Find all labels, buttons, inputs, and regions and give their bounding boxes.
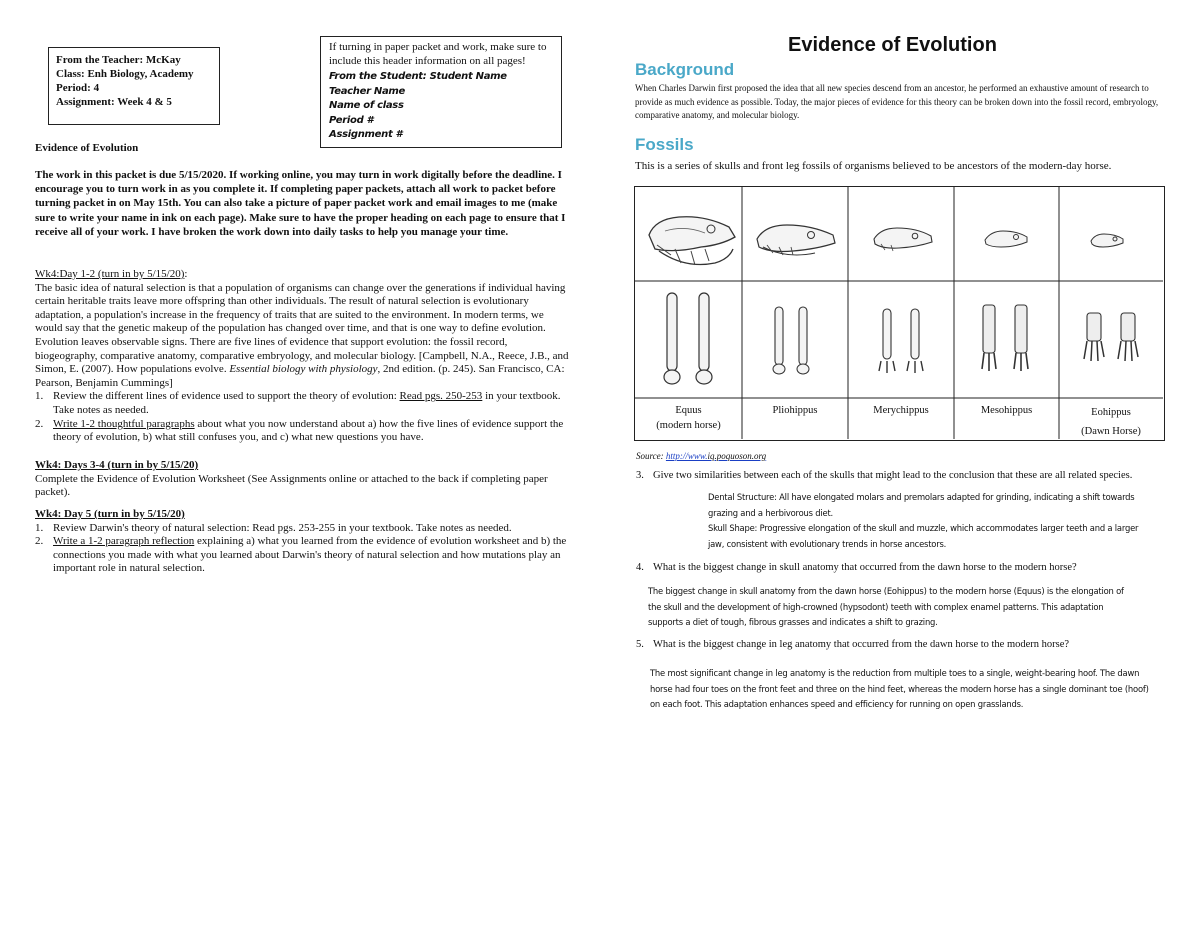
list-number: 1. [35,521,44,534]
background-heading: Background [635,60,735,79]
student-name-line: From the Student: Student Name [329,71,507,82]
question-number: 5. [636,639,644,650]
paragraph-assignment: Write 1-2 thoughtful paragraphs [53,417,195,430]
label-text: (modern horse) [656,420,721,431]
period-line: Period: 4 [56,82,100,94]
packet-intro: The work in this packet is due 5/15/2020. If working online, you may turn in work digitally before the deadline. I encourage you to turn work in as you complete it. If completing paper packets, attach all work to packet before turning packet in on May 15th. You can also take a picture of paper packet work and email images to me (make sure to write your name in ink on each page). Make sure to have the proper heading on each page to ensure that I receive all of your work. I have broken the work down into daily tasks to help you manage your time. [35,169,566,238]
eohippus-label [1059,403,1163,441]
assignment-line: Assignment: Week 4 & 5 [56,96,172,108]
answer-5[interactable]: The most significant change in leg anatomy is the reduction from multiple toes to a single, weight-bearing hoof. The dawn horse had four toes on the front feet and three on the hind feet, whereas the modern horse has a single dominant toe (hoof) on each foot. This adaptation enhances speed and efficiency for running on open grasslands. [650,668,1149,710]
question-text: What is the biggest change in leg anatomy that occurred from the dawn horse to the modern horse? [653,639,1070,650]
citation-rest: , 2nd edition. (p. 245). San Francisco, CA: Pearson, Benjamin Cummings] [35,363,565,389]
reading-assignment: Read pgs. 250-253 [399,390,483,403]
mesohippus-skull-image [983,227,1029,253]
task-text: in your textbook. Take notes as needed. [53,390,561,416]
task-text: Review the different lines of evidence used to support the theory of evolution: [53,390,397,403]
period-number-line: Period # [329,114,374,126]
header-note: If turning in paper packet and work, make sure to include this header information on all pages! [329,41,547,67]
mesohippus-leg-image [977,303,1037,375]
question-number: 4. [636,562,644,573]
teacher-header-box [48,47,220,125]
day-3-4-heading: Wk4: Days 3-4 (turn in by 5/15/20) [35,459,199,471]
pliohippus-leg-image [769,305,817,377]
teacher-name-line: Teacher Name [329,85,406,97]
list-number: 2. [35,417,44,430]
equus-leg-image [659,291,721,387]
fossils-heading: Fossils [635,135,694,154]
source-label: Source: [636,451,664,461]
answer-text: Skull Shape: Progressive elongation of the skull and muzzle, which accommodates larger teeth and a larger jaw, consistent with evolutionary trends in horse ancestors. [708,523,1139,549]
task-text: Review Darwin's theory of natural selection: Read pgs. 253-255 in your textbook. Take notes as needed. [53,521,512,534]
label-text: Equus [675,405,702,416]
fossils-text: This is a series of skulls and front leg fossils of organisms believed to be ancestors of the modern-day horse. [635,160,1112,172]
teacher-line: From the Teacher: McKay [56,54,181,66]
day-3-4-section [35,459,570,500]
day-1-2-section [35,268,570,445]
answer-3[interactable] [708,490,1148,552]
day-5-section [35,508,570,576]
question-3 [636,469,1156,482]
merychippus-skull-image [871,223,935,255]
day-3-4-body: Complete the Evidence of Evolution Worksheet (See Assignments online or attached to the back if completing paper packet). [35,472,548,499]
source-line [636,451,766,461]
label-text: Eohippus [1091,407,1131,418]
day-1-2-task-1 [35,390,570,417]
day-1-2-heading: Wk4:Day 1-2 (turn in by 5/15/20) [35,268,185,280]
equus-label [635,403,742,433]
reflection-assignment: Write a 1-2 paragraph reflection [53,535,195,548]
list-number: 1. [35,390,44,403]
pliohippus-label: Pliohippus [772,405,818,416]
label-text: (Dawn Horse) [1081,426,1141,437]
class-line: Class: Enh Biology, Academy [56,68,194,80]
question-5 [636,638,1156,651]
heading-colon: : [184,268,188,280]
horse-fossil-table [634,186,1165,441]
merychippus-label: Merychippus [873,405,929,416]
mesohippus-label: Mesohippus [980,405,1033,416]
eohippus-leg-image [1081,311,1145,369]
equus-skull-image [645,205,739,277]
worksheet-title: Evidence of Evolution [788,34,997,56]
day-5-task-2 [35,535,570,576]
question-4 [636,561,1156,574]
class-name-line: Name of class [329,100,404,111]
eohippus-skull-image [1089,231,1125,251]
answer-text: Dental Structure: All have elongated molars and premolars adapted for grinding, indicating a shift towards grazing and a herbivorous diet. [708,492,1135,518]
answer-4[interactable]: The biggest change in skull anatomy from the dawn horse (Eohippus) to the modern horse (Equus) is the elongation of the skull and the development of high-crowned (hypsodont) teeth with complex enamel patterns. This adaptation supports a diet of tough, fibrous grasses and indicates a shift to grazing. [648,586,1124,628]
assignment-number-line: Assignment # [329,129,403,140]
packet-title: Evidence of Evolution [35,142,139,154]
list-number: 2. [35,535,44,548]
day-5-heading: Wk4: Day 5 (turn in by 5/15/20) [35,508,185,520]
merychippus-leg-image [877,307,929,377]
question-text: What is the biggest change in skull anatomy that occurred from the dawn horse to the modern horse? [653,562,1077,573]
task-text: explaining a) what you learned from the evidence of evolution worksheet and b) the connections you made with what you learned about Darwin's theory of natural selection and how mutations play an important role in natural selection. [53,535,567,575]
question-text: Give two similarities between each of the skulls that might lead to the conclusion that these are all related species. [653,470,1133,481]
day-1-2-task-2 [35,418,570,445]
task-text: about what you now understand about a) how the five lines of evidence support the theory of evolution, b) what still confuses you, and c) what new questions you have. [53,417,564,444]
question-number: 3. [636,470,644,481]
pliohippus-skull-image [753,217,839,261]
day-5-task-1 [35,522,570,536]
background-text: When Charles Darwin first proposed the idea that all new species descend from an ancestor, he performed an exhaustive amount of research to provide as much evidence as possible. Today, the major pieces of evidence for this theory can be broken down into the fossil record, embryology, comparative anatomy, and molecular biology. [635,83,1159,121]
day-1-2-body: The basic idea of natural selection is that a population of organisms can change over the generations if individual having certain heritable traits leave more offspring than other individuals. The result of natural selection is evolutionary adaptation, a population's increase in the frequency of traits that are suited to the environment. In modern terms, we would say that the genetic makeup of the population has changed over time, and that is one way to define evolution. Evolution leaves observable signs. There are five lines of evidence that support evolution: the fossil record, biogeography, comparative anatomy, comparative embryology, and molecular biology. [Campbell, N.A., Reece, J.B., and Simon, E. (2007). How populations evolve. [35,281,569,376]
citation-book-title: Essential biology with physiology [229,363,378,376]
student-header-box [320,36,562,148]
source-link[interactable]: http://www.iq.poquoson.org [665,451,767,461]
